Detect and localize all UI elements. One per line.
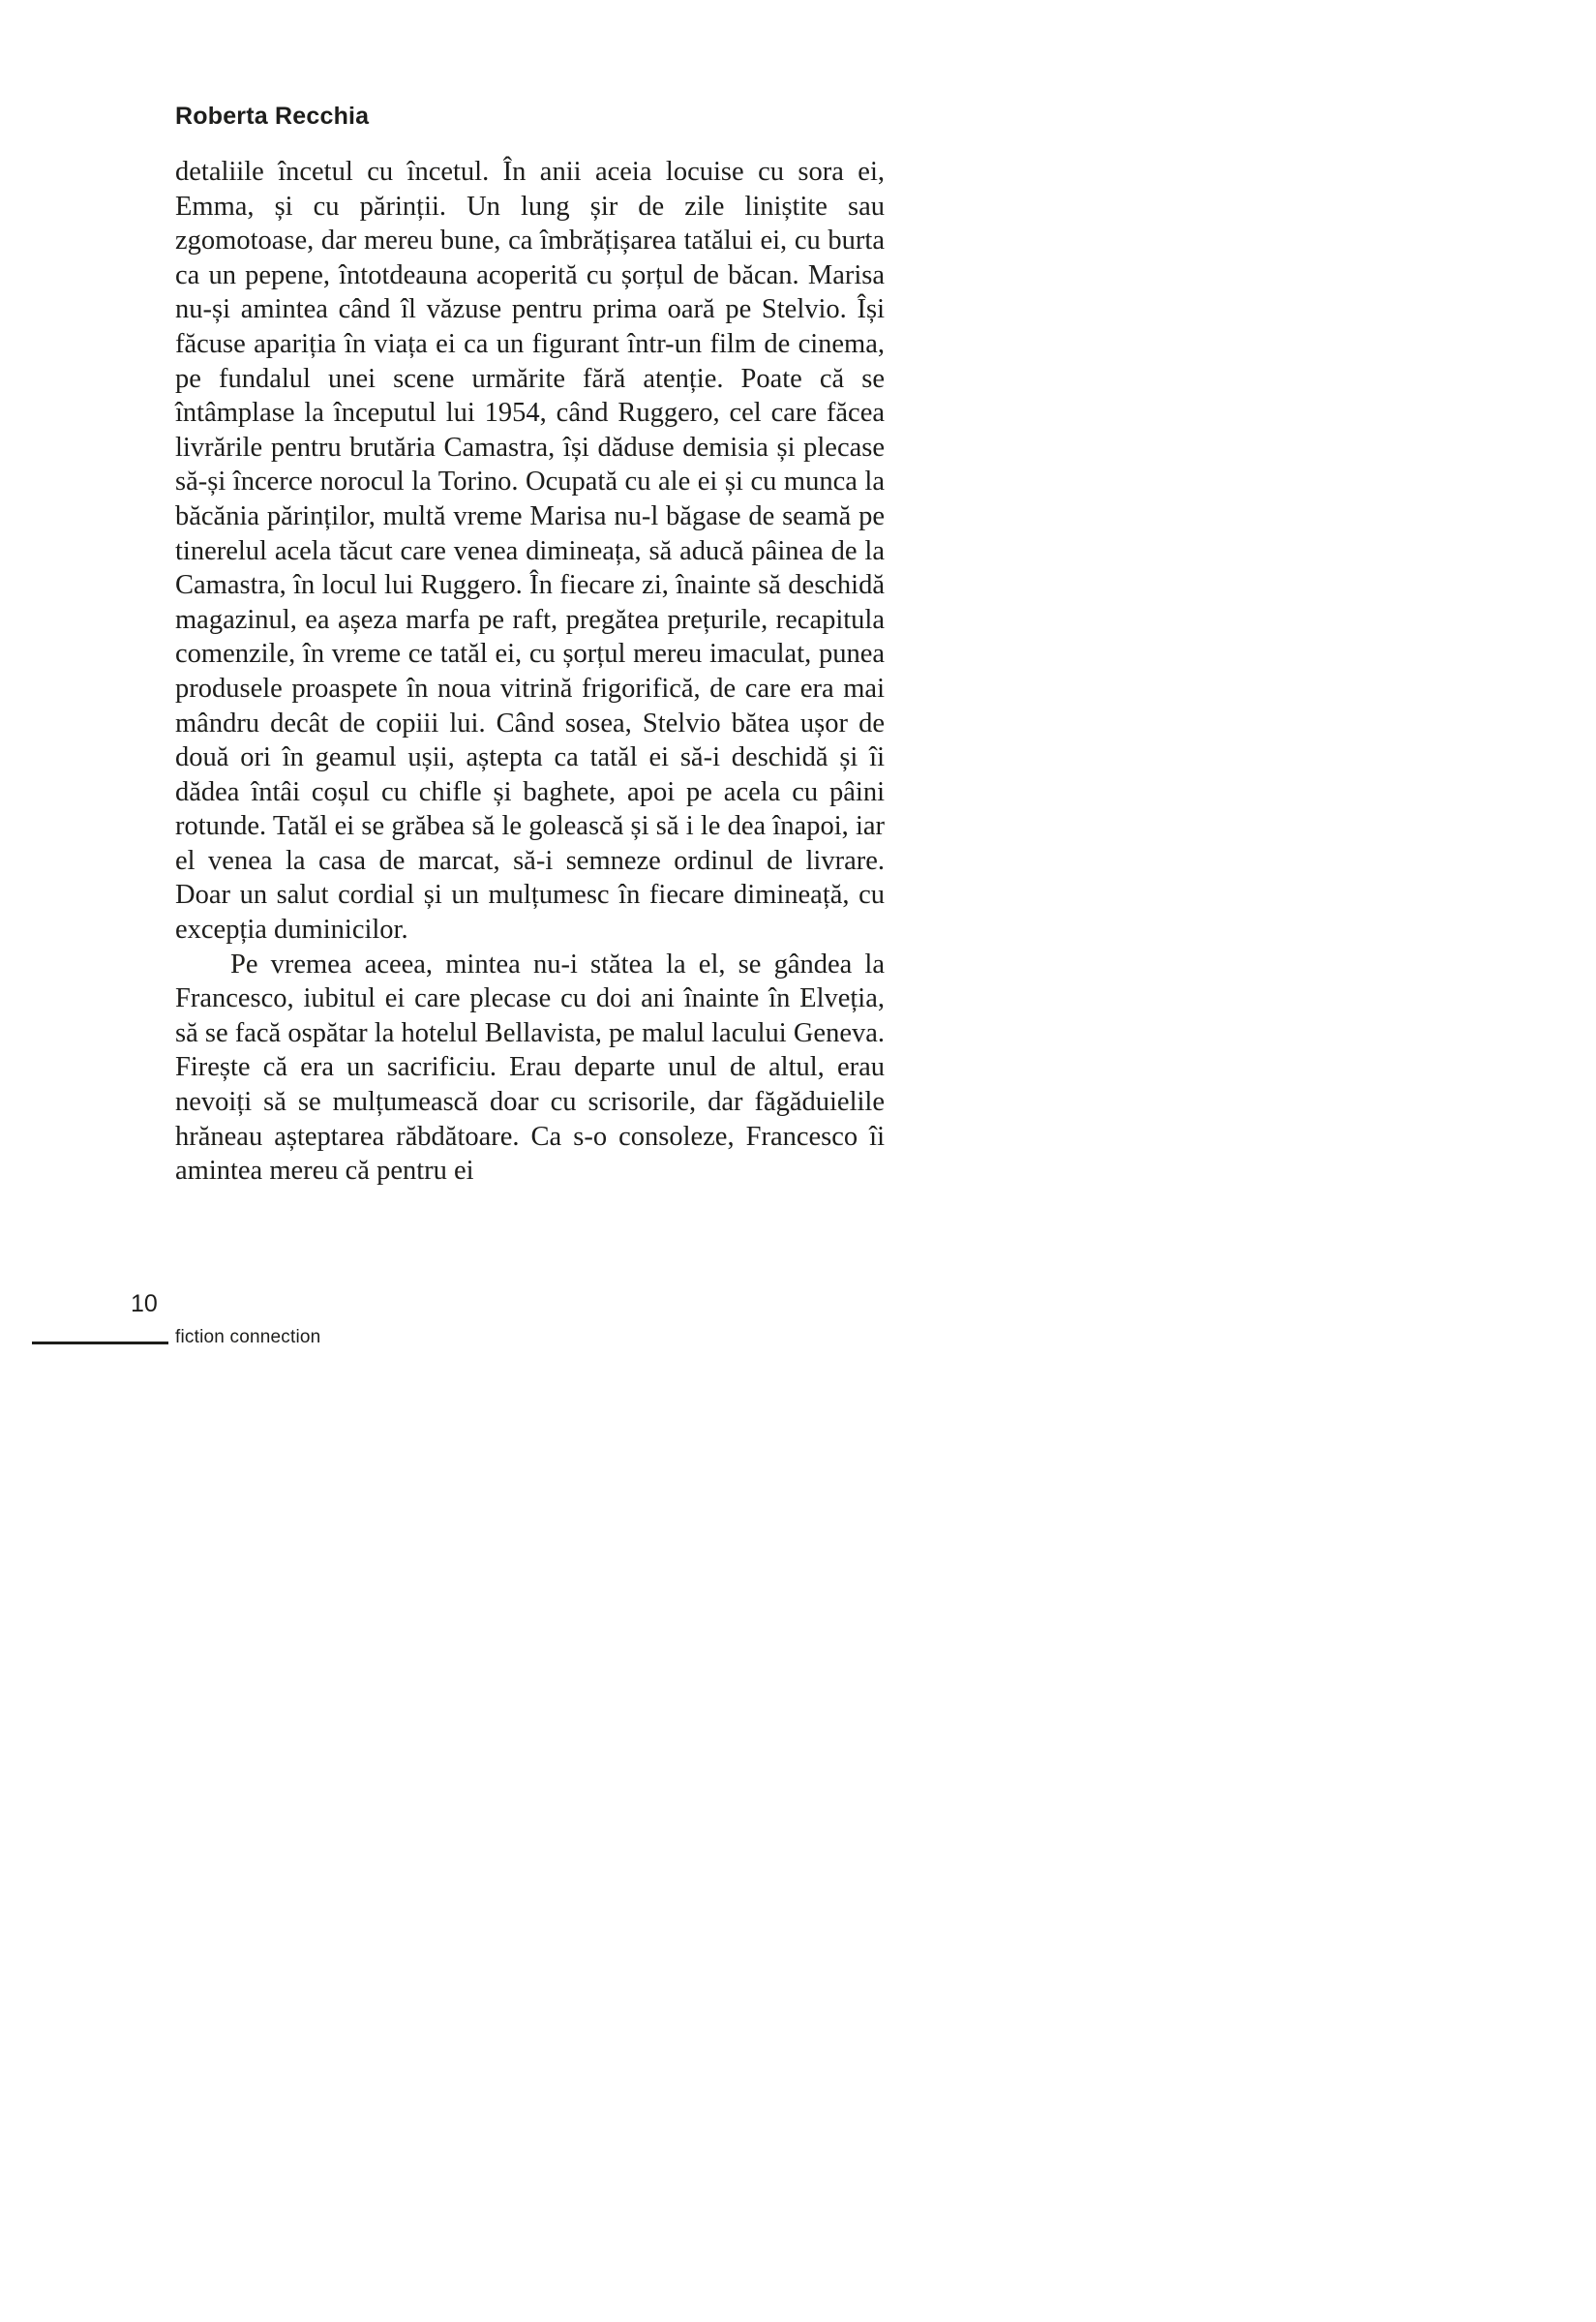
paragraph: Pe vremea aceea, mintea nu-i stătea la el, se gândea la Francesco, iubitul ei care plecase cu doi ani înainte în Elveția, să se facă ospătar la hotelul Bellavista, pe malul lacului Geneva. Firește că era un sacrificiu. Erau departe unul de altul, erau nevoiți să se mulțumească doar cu scrisorile, dar făgăduielile hrăneau așteptarea răbdătoare. Ca s-o consoleze, Francesco îi amintea mereu că pentru ei [175, 949, 885, 1187]
page-number: 10 [131, 1290, 158, 1317]
imprint-label: fiction connection [175, 1327, 321, 1347]
imprint-rule [32, 1342, 168, 1344]
body-text [175, 155, 885, 1189]
running-header-author: Roberta Recchia [175, 103, 370, 130]
paragraph: detaliile încetul cu încetul. În anii aceia locuise cu sora ei, Emma, și cu părinții. Un lung șir de zile liniștite sau zgomotoase, dar mereu bune, ca îmbrățișarea tatălui ei, cu burta ca un pepene, întotdeauna acoperită cu șorțul de băcan. Marisa nu-și amintea când îl văzuse pentru prima oară pe Stelvio. Își făcuse apariția în viața ei ca un figurant într-un film de cinema, pe fundalul unei scene urmărite fără atenție. Poate că se întâmplase la începutul lui 1954, când Ruggero, cel care făcea livrările pentru brutăria Camastra, își dăduse demisia și plecase să-și încerce norocul la Torino. Ocupată cu ale ei și cu munca la băcănia părinților, multă vreme Marisa nu-l băgase de seamă pe tinerelul acela tăcut care venea dimineața, să aducă pâinea de la Camastra, în locul lui Ruggero. În fiecare zi, înainte să deschidă magazinul, ea așeza marfa pe raft, pregătea prețurile, recapitula comenzile, în vreme ce tatăl ei, cu șorțul mereu imaculat, punea produsele proaspete în noua vitrină frigorifică, de care era mai mândru decât de copiii lui. Când sosea, Stelvio bătea ușor de două ori în geamul ușii, aștepta ca tatăl ei să-i deschidă și îi dădea întâi coșul cu chifle și baghete, apoi pe acela cu pâini rotunde. Tatăl ei se grăbea să le golească și să i le dea înapoi, iar el venea la casa de marcat, să-i semneze ordinul de livrare. Doar un salut cordial și un mulțumesc în fiecare dimineață, cu excepția duminicilor. [175, 157, 885, 946]
